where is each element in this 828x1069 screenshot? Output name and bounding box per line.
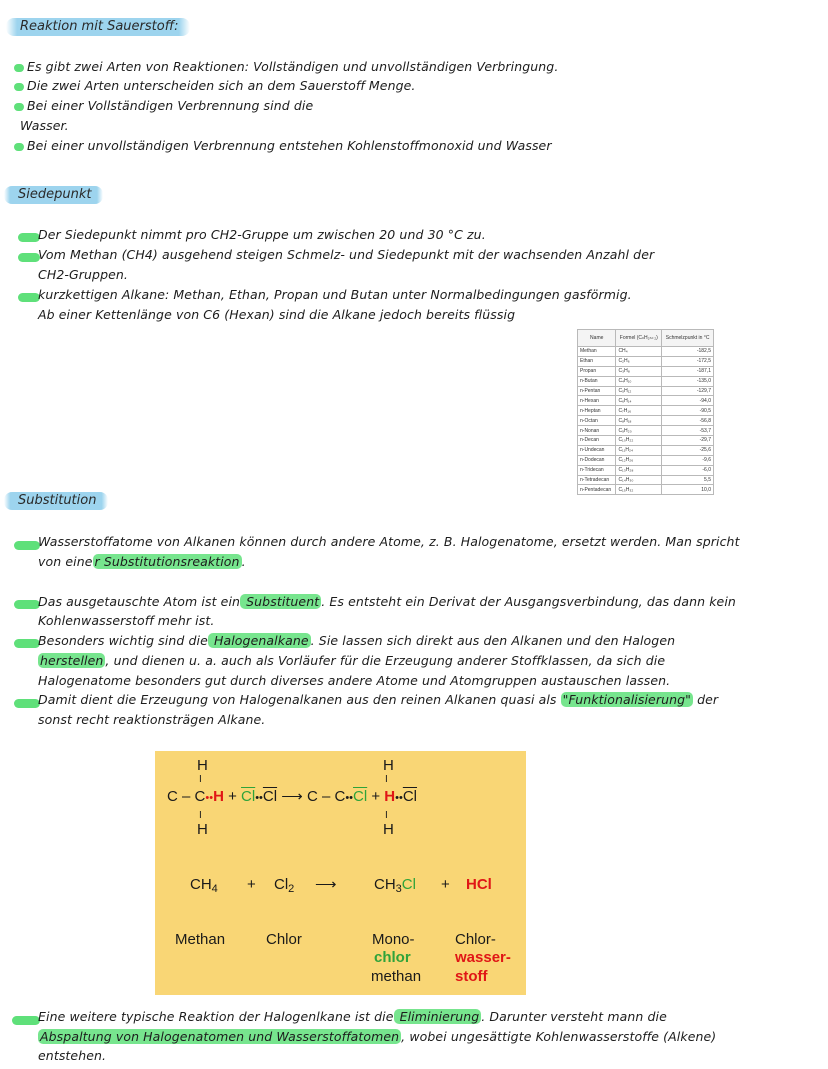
highlight-mark — [18, 293, 40, 302]
electron-pair: •• — [345, 792, 354, 804]
bullet-dot — [14, 83, 24, 91]
name-chlorwasserstoff-1: Chlor- — [455, 931, 496, 948]
table-cell: 5,5 — [662, 475, 714, 485]
subst-p5-line-2 — [38, 1027, 716, 1046]
arrow-icon: ⟶ — [281, 788, 303, 805]
highlight-mark — [12, 1016, 40, 1025]
table-cell: C₁₁H₂₄ — [616, 445, 662, 455]
formula-ch3cl-base: CH — [374, 876, 396, 893]
subst-p4-line-1 — [38, 690, 718, 709]
table-cell: C₄H₁₀ — [616, 376, 662, 386]
boiling-line-1 — [38, 225, 486, 244]
table-row — [578, 416, 714, 426]
electron-pair: •• — [255, 792, 263, 804]
subst-p3-line-1-pre: Besonders wichtig sind die — [38, 633, 208, 648]
formula-ch3cl-cl: Cl — [401, 876, 416, 893]
oxygen-bullet-3 — [14, 96, 313, 115]
formula-cl2-sub: 2 — [288, 883, 295, 895]
table-header-row — [578, 330, 714, 347]
oxygen-line-4-text: Wasser. — [20, 118, 69, 133]
subst-p2-line-1-pre: Das ausgetauschte Atom ist ein — [38, 594, 241, 609]
atom-cl-green: $\overline{Cl}$ — [241, 788, 256, 805]
oxygen-bullet-5-text: Bei einer unvollständigen Verbrennung entstehen Kohlenstoffmonoxid und Wasser — [27, 138, 552, 153]
table-row — [578, 406, 714, 416]
table-cell: -182,5 — [662, 347, 714, 357]
boiling-line-2-text: Vom Methan (CH4) ausgehend steigen Schmelz- und Siedepunkt mit der wachsenden Anzahl der — [38, 247, 655, 262]
boiling-line-3 — [38, 265, 128, 284]
table-row — [578, 347, 714, 357]
bond-dash: – — [182, 788, 191, 805]
subst-p5-line-1-post: . Darunter versteht mann die — [481, 1009, 667, 1024]
formula-ch4-base: CH — [190, 876, 212, 893]
structural-equation — [167, 788, 417, 807]
name-monochlormethan-3: methan — [371, 968, 422, 985]
arrow-icon: ⟶ — [315, 876, 337, 893]
heading-oxygen — [6, 18, 190, 36]
boiling-line-1-text: Der Siedepunkt nimmt pro CH2-Gruppe um zwischen 20 und 30 °C zu. — [38, 227, 486, 242]
name-chlorwasserstoff-2: wasser- — [455, 949, 511, 966]
table-row — [578, 475, 714, 485]
table-cell: -187,1 — [662, 366, 714, 376]
table-cell: n-Heptan — [578, 406, 616, 416]
atom-cl: $\overline{Cl}$ — [262, 788, 278, 805]
subst-p3-line-2 — [38, 651, 665, 670]
table-cell: C₉H₂₀ — [616, 426, 662, 436]
boiling-line-2 — [38, 245, 654, 264]
table-cell: n-Tridecan — [578, 465, 616, 475]
plus-sign: + — [441, 876, 450, 893]
table-row — [578, 376, 714, 386]
subst-p1-line-1 — [38, 532, 740, 551]
table-cell: Propan — [578, 366, 616, 376]
highlight-eliminierung: Eliminierung — [395, 1009, 480, 1024]
formula-ch3cl-sub: 3 — [395, 883, 402, 895]
boiling-line-3-text: CH2-Gruppen. — [38, 267, 128, 282]
atom-c: C — [194, 788, 206, 805]
highlight-substitutionsreaktion: r Substitutionsreaktion — [94, 554, 240, 569]
formula-hcl-h: H — [466, 876, 477, 893]
bullet-dot — [14, 143, 24, 151]
atom-c: C — [167, 788, 178, 805]
table-cell: -94,0 — [662, 396, 714, 406]
table-cell: n-Decan — [578, 436, 616, 446]
table-cell: C₁₀H₂₂ — [616, 436, 662, 446]
table-row — [578, 386, 714, 396]
name-chlorwasserstoff-3: stoff — [455, 968, 488, 985]
name-monochlormethan-1: Mono- — [372, 931, 415, 948]
heading-boiling-text: Siedepunkt — [18, 187, 92, 202]
subst-p3-line-1-post: . Sie lassen sich direkt aus den Alkanen und den Halogen — [310, 633, 676, 648]
table-cell: -56,8 — [662, 416, 714, 426]
plus-sign: + — [228, 788, 237, 805]
boiling-line-4 — [38, 285, 632, 304]
electron-pair: •• — [395, 792, 403, 804]
highlight-mark — [18, 233, 40, 242]
bond-vertical: I — [385, 774, 388, 785]
table-cell: -9,6 — [662, 455, 714, 465]
subst-p5-line-1-pre: Eine weitere typische Reaktion der Halogenlkane ist die — [38, 1009, 394, 1024]
subst-p2-line-1 — [38, 592, 736, 611]
table-row — [578, 426, 714, 436]
table-row — [578, 356, 714, 366]
oxygen-bullet-1 — [14, 57, 558, 76]
table-header: Schmelzpunkt in °C — [662, 330, 714, 347]
subst-p2-line-2-text: Kohlenwasserstoff mehr ist. — [38, 613, 215, 628]
atom-h-red: H — [213, 788, 224, 805]
subst-p1-line-2-post: . — [241, 554, 246, 569]
heading-substitution-text: Substitution — [18, 493, 97, 508]
table-cell: C₁₄H₃₀ — [616, 475, 662, 485]
table-cell: C₁₃H₂₈ — [616, 465, 662, 475]
highlight-halogenalkane: Halogenalkane — [209, 633, 309, 648]
formula-ch3cl — [374, 876, 416, 898]
bond-vertical: I — [385, 810, 388, 821]
subst-p3-line-1 — [38, 631, 675, 650]
table-cell: -29,7 — [662, 436, 714, 446]
subst-p3-line-3 — [38, 671, 670, 690]
table-row — [578, 366, 714, 376]
subst-p5-line-3 — [38, 1046, 106, 1065]
table-cell: n-Tetradecan — [578, 475, 616, 485]
atom-h-bottom-1: H — [197, 821, 208, 838]
table-header: Formel (CₙH₂ₙ₊₂) — [616, 330, 662, 347]
subst-p5-line-1 — [38, 1007, 667, 1026]
name-chlor: Chlor — [266, 931, 302, 948]
formula-hcl-cl: Cl — [476, 876, 492, 893]
bond-dash: – — [321, 788, 331, 805]
oxygen-bullet-3-text: Bei einer Vollständigen Verbrennung sind die — [27, 98, 314, 113]
table-cell: C₁₅H₃₂ — [616, 485, 662, 495]
plus-sign: + — [371, 788, 381, 805]
subst-p3-line-3-text: Halogenatome besonders gut durch diverses andere Atome und Atomgruppen austauschen lassen. — [38, 673, 671, 688]
subst-p3-line-2-post: , und dienen u. a. auch als Vorläufer für die Erzeugung anderer Stoffklassen, da sich die — [105, 653, 666, 668]
atom-h-top-2: H — [383, 757, 394, 774]
boiling-line-5 — [38, 305, 515, 324]
subst-p5-line-3-text: entstehen. — [38, 1048, 107, 1063]
table-cell: -6,0 — [662, 465, 714, 475]
atom-h-bottom-2: H — [383, 821, 394, 838]
atom-h-top-1: H — [197, 757, 208, 774]
table-cell: C₃H₈ — [616, 366, 662, 376]
name-methan: Methan — [175, 931, 226, 948]
name-monochlormethan-2: chlor — [374, 949, 411, 966]
atom-c: C — [334, 788, 346, 805]
table-row — [578, 396, 714, 406]
highlight-funktionalisierung: "Funktionalisierung" — [562, 692, 692, 707]
table-cell: Ethan — [578, 356, 616, 366]
highlight-herstellen: herstellen — [40, 653, 104, 668]
subst-p4-line-1-pre: Damit dient die Erzeugung von Halogenalkanen aus den reinen Alkanen quasi als — [38, 692, 561, 707]
table-cell: Methan — [578, 347, 616, 357]
bond-vertical: I — [199, 810, 202, 821]
bond-vertical: I — [199, 774, 202, 785]
subst-p1-line-2 — [38, 552, 246, 571]
subst-p4-line-2 — [38, 710, 265, 729]
oxygen-bullet-2 — [14, 76, 416, 95]
highlight-mark — [14, 639, 40, 648]
boiling-line-5-text: Ab einer Kettenlänge von C6 (Hexan) sind die Alkane jedoch bereits flüssig — [38, 307, 516, 322]
bullet-dot — [14, 103, 24, 111]
subst-p2-line-1-post: . Es entsteht ein Derivat der Ausgangsverbindung, das dann kein — [321, 594, 736, 609]
oxygen-bullet-2-text: Die zwei Arten unterscheiden sich an dem Sauerstoff Menge. — [27, 78, 416, 93]
table-row — [578, 465, 714, 475]
table-cell: C₅H₁₂ — [616, 386, 662, 396]
highlight-mark — [18, 253, 40, 262]
table-row — [578, 455, 714, 465]
table-cell: n-Octan — [578, 416, 616, 426]
subst-p4-line-2-text: sonst recht reaktionsträgen Alkane. — [38, 712, 266, 727]
table-cell: C₂H₆ — [616, 356, 662, 366]
atom-cl: $\overline{Cl}$ — [402, 788, 418, 805]
table-header: Name — [578, 330, 616, 347]
table-cell: C₇H₁₆ — [616, 406, 662, 416]
table-cell: n-Butan — [578, 376, 616, 386]
atom-h-red: H — [384, 788, 396, 805]
table-cell: n-Undecan — [578, 445, 616, 455]
heading-boiling — [4, 186, 103, 204]
table-cell: n-Nonan — [578, 426, 616, 436]
formula-cl2-base: Cl — [274, 876, 289, 893]
table-cell: 10,0 — [662, 485, 714, 495]
table-row — [578, 436, 714, 446]
subst-p2-line-2 — [38, 611, 214, 630]
oxygen-bullet-1-text: Es gibt zwei Arten von Reaktionen: Vollständigen und unvollständigen Verbringung. — [27, 59, 559, 74]
highlight-mark — [14, 699, 40, 708]
subst-p5-line-2-post: , wobei ungesättigte Kohlenwasserstoffe (Alkene) — [401, 1029, 717, 1044]
atom-cl-green: $\overline{Cl}$ — [353, 788, 368, 805]
table-row — [578, 485, 714, 495]
table-cell: C₆H₁₄ — [616, 396, 662, 406]
table-cell: -135,0 — [662, 376, 714, 386]
boiling-line-4-text: kurzkettigen Alkane: Methan, Ethan, Propan und Butan unter Normalbedingungen gasförmig. — [38, 287, 632, 302]
formula-ch4-sub: 4 — [211, 883, 218, 895]
atom-c: C — [306, 788, 318, 805]
table-cell: -90,5 — [662, 406, 714, 416]
table-cell: CH₄ — [616, 347, 662, 357]
formula-ch4 — [190, 876, 218, 898]
formula-cl2 — [274, 876, 294, 898]
table-cell: -25,6 — [662, 445, 714, 455]
subst-p1-line-2-pre: von eine — [38, 554, 93, 569]
table-cell: n-Pentadecan — [578, 485, 616, 495]
highlight-mark — [14, 541, 40, 550]
substitution-reaction-diagram — [155, 751, 526, 995]
oxygen-bullet-5 — [14, 136, 552, 155]
bullet-dot — [14, 64, 24, 72]
subst-p1-line-1-text: Wasserstoffatome von Alkanen können durch andere Atome, z. B. Halogenatome, ersetzt werden. Man spricht — [38, 534, 740, 549]
table-cell: C₈H₁₈ — [616, 416, 662, 426]
alkane-melting-point-table — [577, 329, 714, 495]
table-cell: -172,5 — [662, 356, 714, 366]
table-cell: n-Hexan — [578, 396, 616, 406]
highlight-mark — [14, 600, 40, 609]
table-cell: n-Dodecan — [578, 455, 616, 465]
highlight-substituent: Substituent — [242, 594, 320, 609]
table-cell: -129,7 — [662, 386, 714, 396]
heading-substitution — [4, 492, 108, 510]
heading-oxygen-text: Reaktion mit Sauerstoff: — [20, 19, 179, 34]
table-row — [578, 445, 714, 455]
subst-p4-line-1-post: der — [693, 692, 719, 707]
formula-hcl — [466, 876, 492, 894]
table-cell: C₁₂H₂₆ — [616, 455, 662, 465]
electron-pair: •• — [205, 792, 214, 804]
highlight-abspaltung: Abspaltung von Halogenatomen und Wasserstoffatomen — [40, 1029, 400, 1044]
plus-sign: + — [247, 876, 256, 893]
oxygen-line-4 — [20, 116, 69, 135]
table-cell: -53,7 — [662, 426, 714, 436]
table-cell: n-Pentan — [578, 386, 616, 396]
